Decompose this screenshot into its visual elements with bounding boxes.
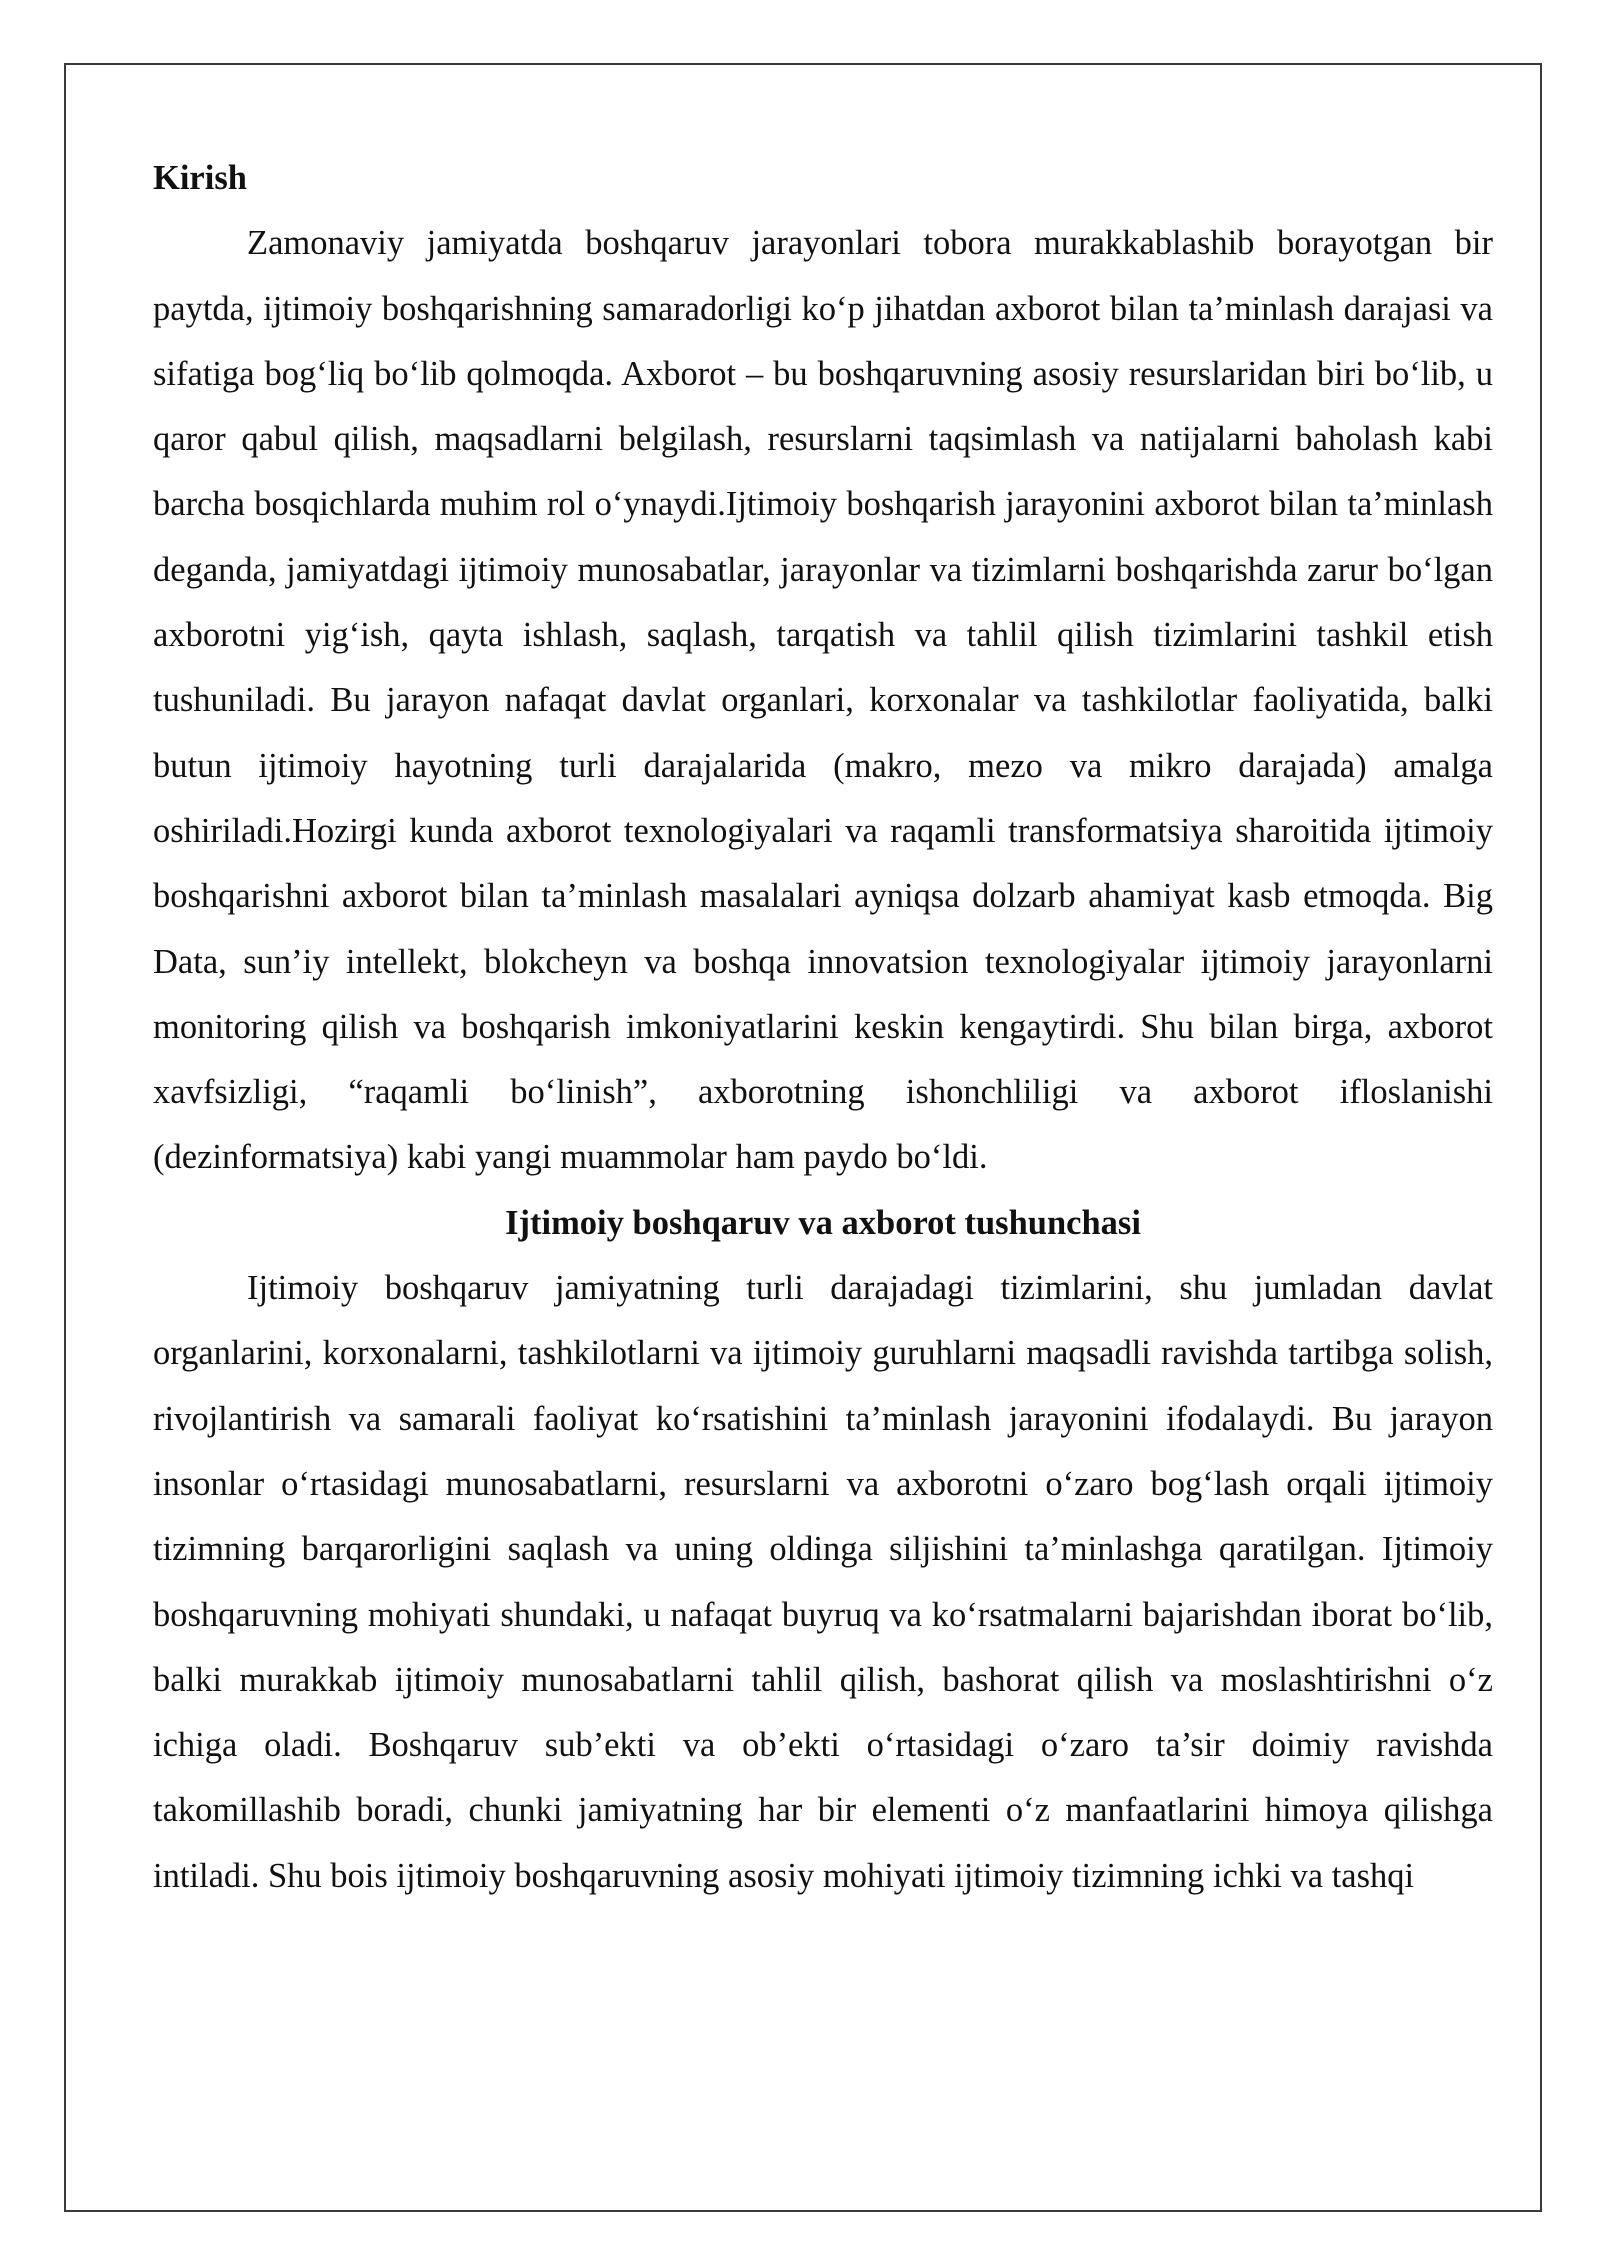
intro-heading: Kirish <box>153 159 247 197</box>
document-body <box>153 146 1493 1909</box>
section-paragraph: Ijtimoiy boshqaruv jamiyatning turli darajadagi tizimlarini, shu jumladan davlat organlarini, korxonalarni, tashkilotlarni va ijtimoiy guruhlarni maqsadli ravishda tartibga solish, rivojlantirish va samarali faoliyat ko‘rsatishini ta’minlash jarayonini ifodalaydi. Bu jarayon insonlar o‘rtasidagi munosabatlarni, resurslarni va axborotni o‘zaro bog‘lash orqali ijtimoiy tizimning barqarorligini saqlash va uning oldinga siljishini ta’minlashga qaratilgan. Ijtimoiy boshqaruvning mohiyati shundaki, u nafaqat buyruq va ko‘rsatmalarni bajarishdan iborat bo‘lib, balki murakkab ijtimoiy munosabatlarni tahlil qilish, bashorat qilish va moslashtirishni o‘z ichiga oladi. Boshqaruv sub’ekti va ob’ekti o‘rtasidagi o‘zaro ta’sir doimiy ravishda takomillashib boradi, chunki jamiyatning har bir elementi o‘z manfaatlarini himoya qilishga intiladi. Shu bois ijtimoiy boshqaruvning asosiy mohiyati ijtimoiy tizimning ichki va tashqi <box>153 1269 1493 1895</box>
section-heading: Ijtimoiy boshqaruv va axborot tushunchasi <box>505 1203 1141 1242</box>
intro-paragraph: Zamonaviy jamiyatda boshqaruv jarayonlari tobora murakkablashib borayotgan bir paytda, ijtimoiy boshqarishning samaradorligi ko‘p jihatdan axborot bilan ta’minlash darajasi va sifatiga bog‘liq bo‘lib qolmoqda. Axborot – bu boshqaruvning asosiy resurslaridan biri bo‘lib, u qaror qabul qilish, maqsadlarni belgilash, resurslarni taqsimlash va natijalarni baholash kabi barcha bosqichlarda muhim rol o‘ynaydi.Ijtimoiy boshqarish jarayonini axborot bilan ta’minlash deganda, jamiyatdagi ijtimoiy munosabatlar, jarayonlar va tizimlarni boshqarishda zarur bo‘lgan axborotni yig‘ish, qayta ishlash, saqlash, tarqatish va tahlil qilish tizimlarini tashkil etish tushuniladi. Bu jarayon nafaqat davlat organlari, korxonalar va tashkilotlar faoliyatida, balki butun ijtimoiy hayotning turli darajalarida (makro, mezo va mikro darajada) amalga oshiriladi.Hozirgi kunda axborot texnologiyalari va raqamli transformatsiya sharoitida ijtimoiy boshqarishni axborot bilan ta’minlash masalalari ayniqsa dolzarb ahamiyat kasb etmoqda. Big Data, sun’iy intellekt, blokcheyn va boshqa innovatsion texnologiyalar ijtimoiy jarayonlarni monitoring qilish va boshqarish imkoniyatlarini keskin kengaytirdi. Shu bilan birga, axborot xavfsizligi, “raqamli bo‘linish”, axborotning ishonchliligi va axborot ifloslanishi (dezinformatsiya) kabi yangi muammolar ham paydo bo‘ldi. <box>153 224 1493 1177</box>
